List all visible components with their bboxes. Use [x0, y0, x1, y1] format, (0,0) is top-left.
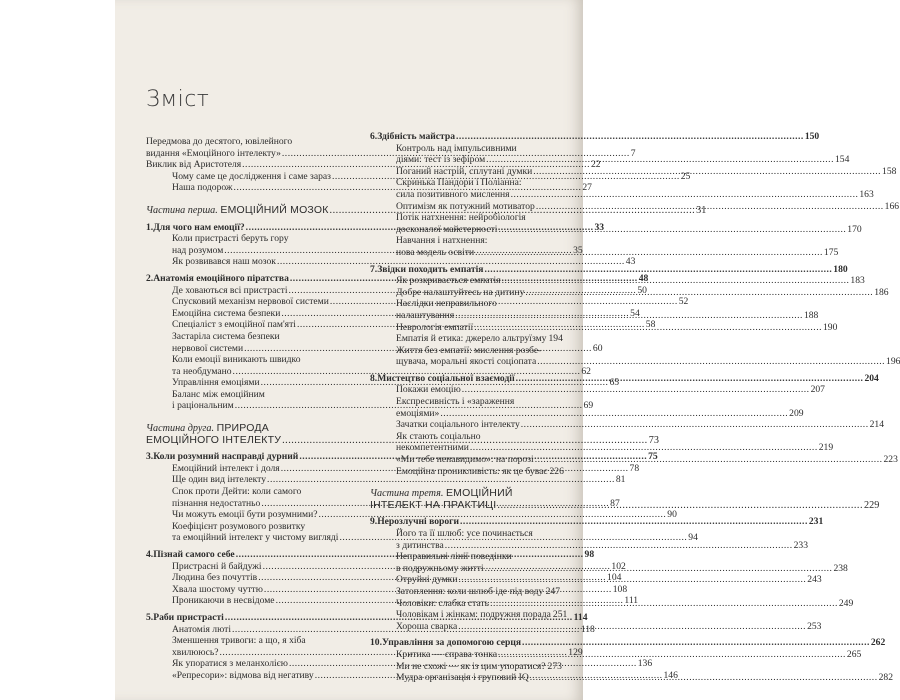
page-number: 196 — [886, 356, 900, 368]
toc-entry-line — [172, 474, 626, 486]
toc-entry-line — [396, 384, 825, 396]
chapter-number: 5. — [146, 611, 154, 623]
page-number: 129 — [568, 646, 583, 658]
toc-entry-line — [377, 373, 879, 385]
entry-title: Хвала шостому чуттю — [172, 583, 263, 595]
page-number: 33 — [594, 221, 605, 233]
chapter-number: 9. — [370, 516, 378, 528]
toc-entry-line — [396, 442, 834, 454]
toc-entry-line — [377, 516, 823, 528]
entry-title: Спеціаліст з емоційної пам'яті — [172, 319, 296, 331]
page-number: 102 — [611, 560, 626, 572]
leader-dots — [521, 419, 869, 431]
toc-entry-line — [396, 333, 563, 345]
page-number: 180 — [833, 263, 848, 275]
page-number: 231 — [808, 516, 824, 528]
entry-title: Раби пристрасті — [153, 611, 224, 623]
leader-dots — [535, 454, 883, 466]
page-number: 65 — [609, 377, 620, 389]
toc-entry-line — [396, 661, 560, 673]
entry-title: в подружньому житті — [396, 562, 484, 574]
entry-title: Неврологія емпатії — [396, 321, 474, 333]
page-number: 114 — [573, 611, 588, 623]
leader-dots — [536, 201, 884, 213]
bleed-through-text — [370, 95, 580, 117]
entry-title: Коли розумний насправді дурний — [153, 451, 299, 463]
entry-title: Емоційна система безпеки — [172, 307, 281, 319]
entry-title: Затоплення: коли шлюб іде під воду — [396, 585, 544, 597]
toc-entry[interactable] — [146, 256, 636, 268]
entry-title: видання «Емоційного інтелекту» — [146, 147, 281, 159]
page-number: 282 — [878, 672, 893, 684]
page-number: 58 — [645, 319, 656, 331]
leader-dots — [498, 646, 846, 661]
leader-dots — [486, 154, 834, 166]
entry-title: Наша подорож — [172, 182, 233, 194]
toc-entry-line — [396, 539, 808, 552]
page-number: 146 — [663, 669, 678, 681]
leader-dots — [502, 272, 850, 287]
leader-dots — [485, 560, 833, 575]
entry-title: і раціональним — [172, 400, 234, 412]
toc-entry-line — [396, 356, 900, 368]
page-number: 223 — [883, 454, 898, 466]
toc-entry-line — [396, 586, 560, 598]
toc-entry[interactable] — [146, 474, 626, 486]
page-number: 238 — [833, 562, 848, 574]
page-number: 118 — [580, 623, 595, 635]
leader-dots — [537, 356, 885, 368]
chapter-number: 1. — [146, 221, 154, 233]
page-number: 166 — [884, 200, 900, 212]
entry-title: Емоційний інтелект і доля — [172, 462, 280, 474]
toc-entry[interactable] — [146, 509, 677, 521]
entry-title: щувача, моральні якості соціопата — [396, 356, 537, 368]
entry-title: Анатомія люті — [172, 623, 231, 635]
entry-title: Ще один вид інтелекту — [172, 474, 267, 486]
page-number: 108 — [612, 583, 628, 595]
toc-entry-line — [377, 131, 819, 143]
entry-title-line: Наслідки неправильного — [396, 298, 497, 310]
entry-title: сила позитивного мислення — [396, 188, 510, 200]
entry-title-line: Неправильні лінії поведінки — [396, 551, 512, 563]
leader-dots — [511, 189, 859, 201]
toc-entry[interactable] — [370, 586, 560, 598]
page-number: 243 — [807, 574, 822, 586]
entry-title: Як упоратися з меланхолією — [172, 658, 288, 670]
page-number: 186 — [874, 286, 889, 298]
page-number: 273 — [547, 660, 562, 672]
entry-title-line: Коефіцієнт розумового розвитку — [172, 520, 306, 532]
toc-entry[interactable] — [370, 465, 564, 478]
leader-dots — [533, 166, 881, 178]
leader-dots — [525, 284, 873, 299]
part-label: Частина друга. — [146, 423, 215, 435]
page-number: 265 — [846, 648, 862, 660]
chapter-number: 7. — [370, 263, 378, 275]
leader-dots — [530, 669, 878, 684]
page-number: 207 — [810, 384, 825, 396]
toc-entry-line — [396, 419, 884, 431]
page-number: 25 — [680, 170, 691, 182]
entry-title: некомпетентними — [396, 442, 469, 454]
leader-dots — [462, 384, 810, 396]
page-number: 175 — [823, 246, 839, 258]
entry-title: Анатомія емоційного піратства — [153, 272, 289, 284]
page-number: 52 — [678, 296, 689, 308]
page-number: 48 — [638, 272, 649, 284]
entry-title: ІНТЕЛЕКТ НА ПРАКТИЦІ — [370, 498, 497, 511]
page-number: 35 — [573, 244, 583, 256]
page-number: 253 — [807, 620, 822, 632]
chapter-number: 10. — [370, 637, 382, 649]
toc-entry-line — [377, 264, 847, 276]
entry-title: Спусковий механізм нервової системи — [172, 296, 329, 308]
page-number: 60 — [592, 342, 603, 354]
page-number: 247 — [545, 585, 560, 597]
entry-title-line: Експресивність і «зараження — [396, 396, 515, 408]
page-number: 43 — [625, 256, 636, 268]
page-number: 262 — [870, 637, 886, 649]
leader-dots — [498, 221, 846, 236]
entry-title: досконалої майстерності — [396, 223, 498, 235]
page-number: 214 — [869, 419, 884, 431]
entry-title: Добре налаштуйтесь на дитину — [396, 286, 525, 298]
leader-dots — [458, 574, 806, 586]
page-number: 188 — [803, 309, 819, 321]
page-number: 62 — [581, 365, 591, 377]
leader-dots — [497, 497, 863, 512]
toc-entry-line — [172, 256, 636, 268]
leader-dots — [445, 540, 793, 552]
page-number: 183 — [850, 275, 865, 287]
toc-entry-line — [172, 509, 677, 521]
part-title: ЕМОЦІЙНИЙ МОЗОК — [220, 203, 329, 216]
entry-title: з дитинства — [396, 539, 444, 551]
entry-title: та необдумано — [172, 365, 232, 377]
entry-title: Пізнай самого себе — [153, 549, 235, 560]
entry-title-line: Зменшення тривоги: а що, я хіба — [172, 635, 306, 647]
chapter-number: 3. — [146, 451, 154, 463]
page-number: 94 — [688, 532, 698, 544]
entry-title: діями: тест із зефіром — [396, 154, 486, 166]
page-number: 54 — [630, 307, 640, 319]
page-number: 31 — [696, 204, 707, 216]
entry-title-line: Спок проти Дейти: коли самого — [172, 486, 302, 498]
page-number: 219 — [818, 442, 834, 454]
entry-title-line: Потік натхнення: нейробіологія — [396, 212, 526, 224]
entry-title: Чи можуть емоції бути розумними? — [172, 509, 318, 521]
entry-title: Для чого нам емоції? — [153, 221, 245, 233]
entry-title: Чоловіки: слабка стать — [396, 597, 490, 609]
page-number: 81 — [615, 474, 626, 486]
entry-title: Покажи емоцію — [396, 384, 461, 396]
entry-title: хвилююсь? — [172, 646, 219, 658]
toc-entry-line — [396, 407, 804, 420]
entry-title: Мудра організація і груповий IQ — [396, 672, 529, 684]
chapter-number: 2. — [146, 272, 154, 284]
entry-title: Критика — справа тонка — [396, 648, 498, 660]
entry-title: нова модель освіти — [396, 246, 475, 258]
entry-title: нервової системи — [172, 342, 244, 354]
toc-entry[interactable] — [370, 609, 568, 621]
entry-title: Де ховаються всі пристрасті — [172, 284, 288, 296]
page-number: 104 — [607, 572, 622, 584]
page-number: 136 — [637, 658, 653, 670]
page-number: 251 — [552, 609, 568, 621]
leader-dots — [470, 442, 818, 454]
entry-title: Зачатки соціального інтелекту — [396, 419, 520, 431]
entry-title: «Ми тебе ненавидимо»: на порозі — [396, 454, 534, 466]
page-number: 78 — [629, 462, 640, 474]
toc-entry[interactable] — [370, 419, 884, 431]
entry-title: Емоційна проникливість: як це буває — [396, 465, 548, 477]
chapter-number: 4. — [146, 549, 154, 560]
entry-title-line: Баланс між емоційним — [172, 388, 265, 400]
entry-title: Виклик від Аристотеля — [146, 159, 242, 171]
entry-title-line: Як стають соціально — [396, 430, 481, 442]
page-number: 73 — [648, 434, 659, 446]
entry-title: Чому саме це дослідження і саме зараз — [172, 170, 331, 182]
leader-dots — [474, 322, 822, 334]
page-number: 98 — [584, 549, 595, 560]
toc-entry[interactable] — [370, 384, 825, 396]
entry-title: та емоційний інтелект у чистому вигляді — [172, 532, 339, 544]
chapter-entry[interactable] — [370, 637, 886, 649]
entry-title: Оптимізм як потужний мотиватор — [396, 200, 535, 212]
leader-dots — [475, 244, 823, 259]
entry-title-line: Навчання і натхнення: — [396, 235, 488, 247]
leader-dots — [490, 598, 838, 610]
page-number: 170 — [847, 223, 862, 235]
leader-dots — [516, 373, 864, 385]
entry-title: емоціями» — [396, 407, 440, 419]
page-number: 154 — [834, 154, 850, 166]
toc-entry[interactable] — [370, 333, 563, 345]
entry-title: ЕМОЦІЙНОГО ІНТЕЛЕКТУ — [146, 433, 282, 446]
part-title-line: ЕМОЦІЙНИЙ — [445, 487, 513, 500]
entry-title: Хороша сварка — [396, 620, 458, 632]
page-number: 158 — [882, 165, 897, 177]
entry-title: Звідки походить емпатія — [377, 263, 484, 275]
page-number: 194 — [548, 333, 563, 345]
toc-entry-line — [382, 637, 885, 649]
page-number: 50 — [637, 284, 647, 296]
page-number: 69 — [583, 400, 594, 412]
entry-title: Управління за допомогою серця — [382, 637, 522, 649]
entry-title-line: Коли емоції виникають швидко — [172, 354, 301, 366]
page-number: 111 — [624, 595, 639, 607]
entry-title: пізнання недостатньо — [172, 497, 261, 509]
entry-title: Проникаючи в несвідоме — [172, 595, 275, 607]
page-number: 150 — [804, 131, 820, 142]
entry-title-line: Застаріла система безпеки — [172, 330, 280, 342]
entry-title: Як розвивався наш мозок — [172, 256, 276, 268]
entry-title: Як розкривається емпатія — [396, 275, 501, 287]
entry-title: Чоловікам і жінкам: подружня порада — [396, 609, 551, 621]
entry-title: Поганий настрій, сплутані думки — [396, 165, 533, 177]
entry-title-line: Коли пристрасті беруть гору — [172, 233, 289, 245]
leader-dots — [456, 131, 804, 143]
page-number: 190 — [823, 321, 838, 333]
leader-dots — [484, 264, 832, 276]
entry-title: над розумом — [172, 244, 224, 256]
entry-title: Ми не схожі — як із цим упоратися? — [396, 660, 546, 672]
chapter-entry[interactable] — [370, 131, 820, 143]
page-number: 22 — [590, 159, 601, 171]
chapter-number: 8. — [370, 372, 378, 384]
leader-dots — [455, 307, 803, 322]
page-number: 229 — [864, 499, 880, 511]
leader-dots — [440, 408, 788, 420]
page-number: 87 — [610, 497, 620, 509]
part-label: Частина перша. — [146, 204, 218, 216]
page-number: 163 — [859, 188, 874, 200]
entry-title: «Репресори»: відмова від негативу — [172, 669, 314, 681]
part-title-line: ПРИРОДА — [216, 422, 269, 435]
page-number: 209 — [789, 407, 804, 419]
page-number: 204 — [864, 372, 879, 384]
toc-entry-line — [396, 609, 568, 621]
page-number: 249 — [838, 597, 854, 609]
part-label: Частина третя. — [370, 488, 444, 500]
toc-entry[interactable] — [370, 661, 560, 673]
entry-title: Емпатія й етика: джерело альтруїзму — [396, 333, 547, 345]
page-number: 7 — [630, 147, 636, 159]
entry-title-line: Його та її шлюб: усе починається — [396, 528, 533, 539]
page-number: 233 — [793, 539, 808, 551]
page-number: 226 — [549, 465, 564, 477]
entry-title: Здібність майстра — [377, 131, 455, 142]
entry-title: Пристрасні й байдужі — [172, 560, 262, 572]
entry-title: налаштування — [396, 309, 455, 321]
toc-entry-line — [396, 465, 564, 478]
leader-dots — [460, 516, 808, 528]
leader-dots — [522, 637, 870, 649]
entry-title-line: Скринька Пандори і Поліанна: — [396, 177, 522, 189]
leader-dots — [458, 621, 806, 633]
entry-title-line: Передмова до десятого, ювілейного — [146, 136, 293, 147]
page-number: 75 — [648, 451, 658, 463]
entry-title: Людина без почуттів — [172, 572, 258, 584]
entry-title: Нерозлучні вороги — [377, 516, 460, 528]
chapter-entry[interactable] — [370, 263, 848, 276]
entry-title: Отруйні думки — [396, 574, 458, 586]
page-number: 27 — [582, 182, 592, 194]
page-title: Зміст — [146, 87, 210, 112]
entry-title: Управління емоціями — [172, 377, 260, 389]
entry-title: Мистецтво соціальної взаємодії — [377, 372, 515, 384]
page-number: 90 — [667, 509, 677, 521]
entry-title-line: Контроль над імпульсивними — [396, 142, 517, 154]
chapter-number: 6. — [370, 131, 378, 142]
entry-title-line: Життя без емпатії: мислення розбе- — [396, 344, 542, 356]
chapter-entry[interactable] — [370, 516, 824, 528]
